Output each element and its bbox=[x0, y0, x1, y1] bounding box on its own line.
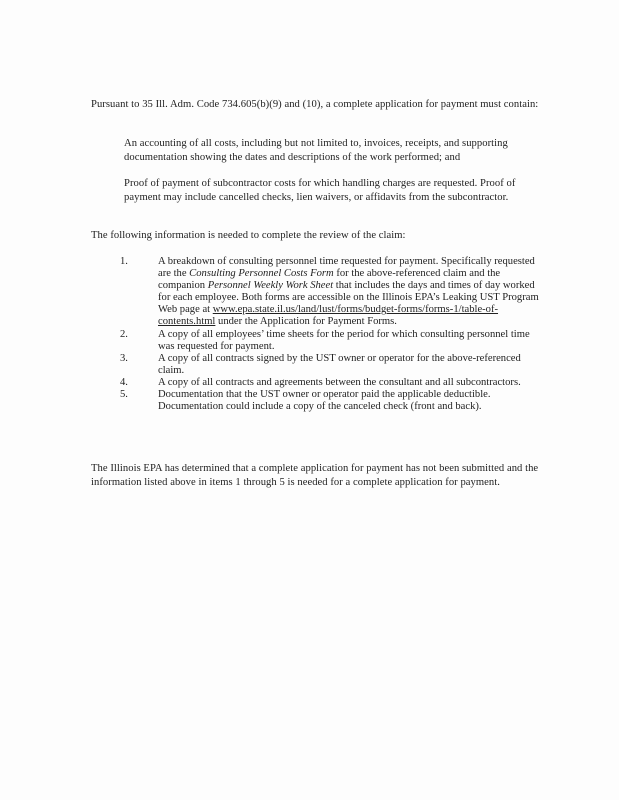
list-item-text: Documentation that the UST owner or operator paid the applicable deductible. Documentation could include a copy of the canceled check (front and back). bbox=[158, 389, 491, 413]
list-item-number: 1. bbox=[120, 256, 128, 267]
list-item-number: 2. bbox=[120, 328, 128, 340]
requirement-proof-of-payment: Proof of payment of subcontractor costs for which handling charges are requested. Proof of payment may include cancelled checks, lien waivers, or affidavits from the subcontractor. bbox=[124, 178, 516, 203]
item1-text-part: A breakdown of consulting personnel time requested for payment. Specifically requested are the bbox=[158, 256, 535, 280]
list-item-number: 5. bbox=[120, 389, 128, 401]
list-item-4 bbox=[91, 377, 543, 389]
list-item-5 bbox=[91, 389, 543, 413]
requirement-accounting: An accounting of all costs, including but not limited to, invoices, receipts, and supporting documentation showing the dates and descriptions of the work performed; and bbox=[124, 138, 508, 163]
list-item-number: 3. bbox=[120, 352, 128, 364]
forms-web-link[interactable]: www.epa.state.il.us/land/lust/forms/budget-forms/forms-1/table-of-contents.html bbox=[158, 304, 499, 328]
list-item-text bbox=[158, 256, 543, 329]
item1-text-part: for the above-referenced claim and the companion bbox=[158, 268, 501, 292]
item1-text-part: under the Application for Payment Forms. bbox=[215, 316, 397, 328]
list-item-3 bbox=[91, 353, 543, 377]
list-item-1 bbox=[91, 256, 543, 329]
information-list bbox=[91, 256, 543, 413]
list-item-text: A copy of all employees’ time sheets for the period for which consulting personnel time was requested for payment. bbox=[158, 328, 530, 352]
information-needed-heading: The following information is needed to complete the review of the claim: bbox=[91, 230, 406, 241]
list-item-text: A copy of all contracts and agreements between the consultant and all subcontractors. bbox=[158, 376, 521, 388]
closing-paragraph: The Illinois EPA has determined that a complete application for payment has not been submitted and the information listed above in items 1 through 5 is needed for a complete application for payment. bbox=[91, 463, 539, 488]
item1-text-part: that includes the days and times of day worked for each employee. Both forms are accessible on the Illinois EPA’s Leaking UST Program Web page at bbox=[158, 280, 539, 316]
list-item-text: A copy of all contracts signed by the UST owner or operator for the above-referenced claim. bbox=[158, 352, 521, 376]
intro-paragraph: Pursuant to 35 Ill. Adm. Code 734.605(b)(9) and (10), a complete application for payment must contain: bbox=[91, 99, 539, 110]
list-item-number: 4. bbox=[120, 376, 128, 388]
form-name-consulting-costs: Consulting Personnel Costs Form bbox=[189, 268, 334, 280]
list-item-2 bbox=[91, 329, 543, 353]
form-name-weekly-work-sheet: Personnel Weekly Work Sheet bbox=[207, 280, 334, 292]
